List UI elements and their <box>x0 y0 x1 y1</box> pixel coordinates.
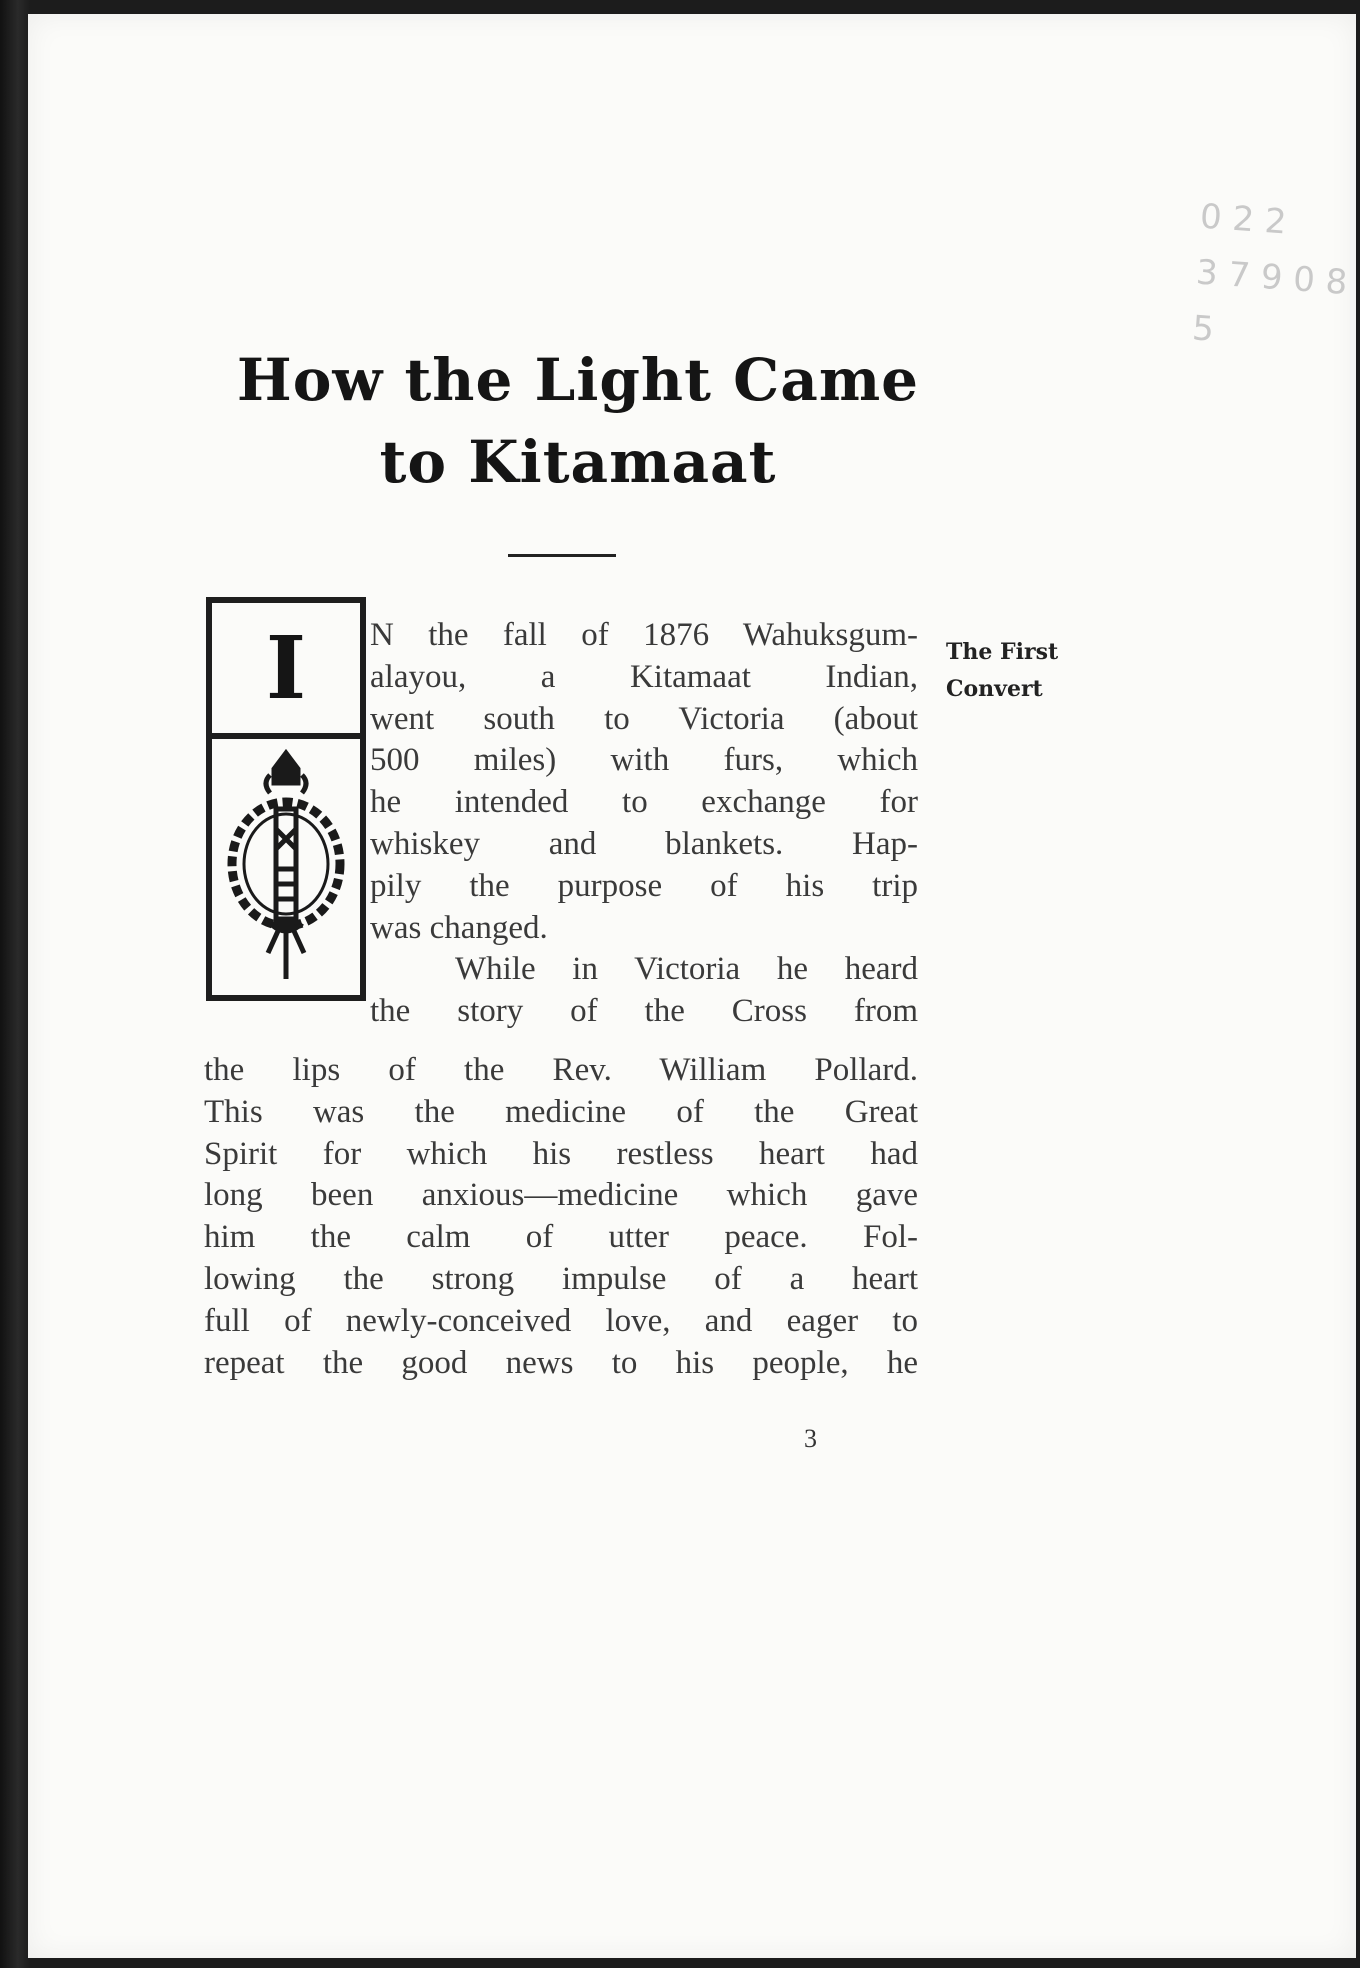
paragraph-2 <box>204 1050 918 1384</box>
text-line: While in Victoria he heard <box>455 951 918 988</box>
title-line-2: to Kitamaat <box>379 428 777 496</box>
title-line-1: How the Light Came <box>236 346 920 414</box>
text-line: full of newly-conceived love, and eager to <box>204 1302 918 1339</box>
drop-cap-letter: I <box>212 603 360 739</box>
wreath-torch-icon <box>212 739 360 995</box>
book-page <box>28 14 1356 1958</box>
text-line: he intended to exchange for <box>370 784 918 821</box>
paragraph-1 <box>370 615 918 1033</box>
text-line: alayou, a Kitamaat Indian, <box>370 658 918 695</box>
margin-note-line2: Convert <box>946 676 1043 702</box>
text-line: N the fall of 1876 Wahuksgum- <box>370 617 918 653</box>
text-line: Spirit for which his restless heart had <box>204 1135 918 1172</box>
text-line: was changed. <box>370 909 548 946</box>
text-line: the story of the Cross from <box>370 993 918 1030</box>
text-line: This was the medicine of the Great <box>204 1093 918 1130</box>
text-line: lowing the strong impulse of a heart <box>204 1260 918 1297</box>
text-line: the lips of the Rev. William Pollard. <box>204 1052 918 1088</box>
margin-note-line1: The First <box>946 639 1059 665</box>
text-line: him the calm of utter peace. Fol- <box>204 1219 918 1256</box>
margin-note <box>946 634 1058 708</box>
text-line: whiskey and blankets. Hap- <box>370 825 918 862</box>
drop-cap-box <box>206 597 366 1001</box>
pencil-annotation-line1: 0 2 2 <box>1198 196 1288 243</box>
text-line: went south to Victoria (about <box>370 700 918 737</box>
page-title <box>178 339 978 503</box>
text-line: long been anxious—medicine which gave <box>204 1177 918 1214</box>
title-divider <box>508 554 616 557</box>
text-line: repeat the good news to his people, he <box>204 1344 918 1381</box>
pencil-annotation-line2: 3 7 9 0 8 5 <box>1190 252 1349 350</box>
text-line: pily the purpose of his trip <box>370 867 918 904</box>
pencil-annotation <box>1190 189 1360 368</box>
page-number: 3 <box>804 1424 817 1453</box>
text-line: 500 miles) with furs, which <box>370 742 918 779</box>
